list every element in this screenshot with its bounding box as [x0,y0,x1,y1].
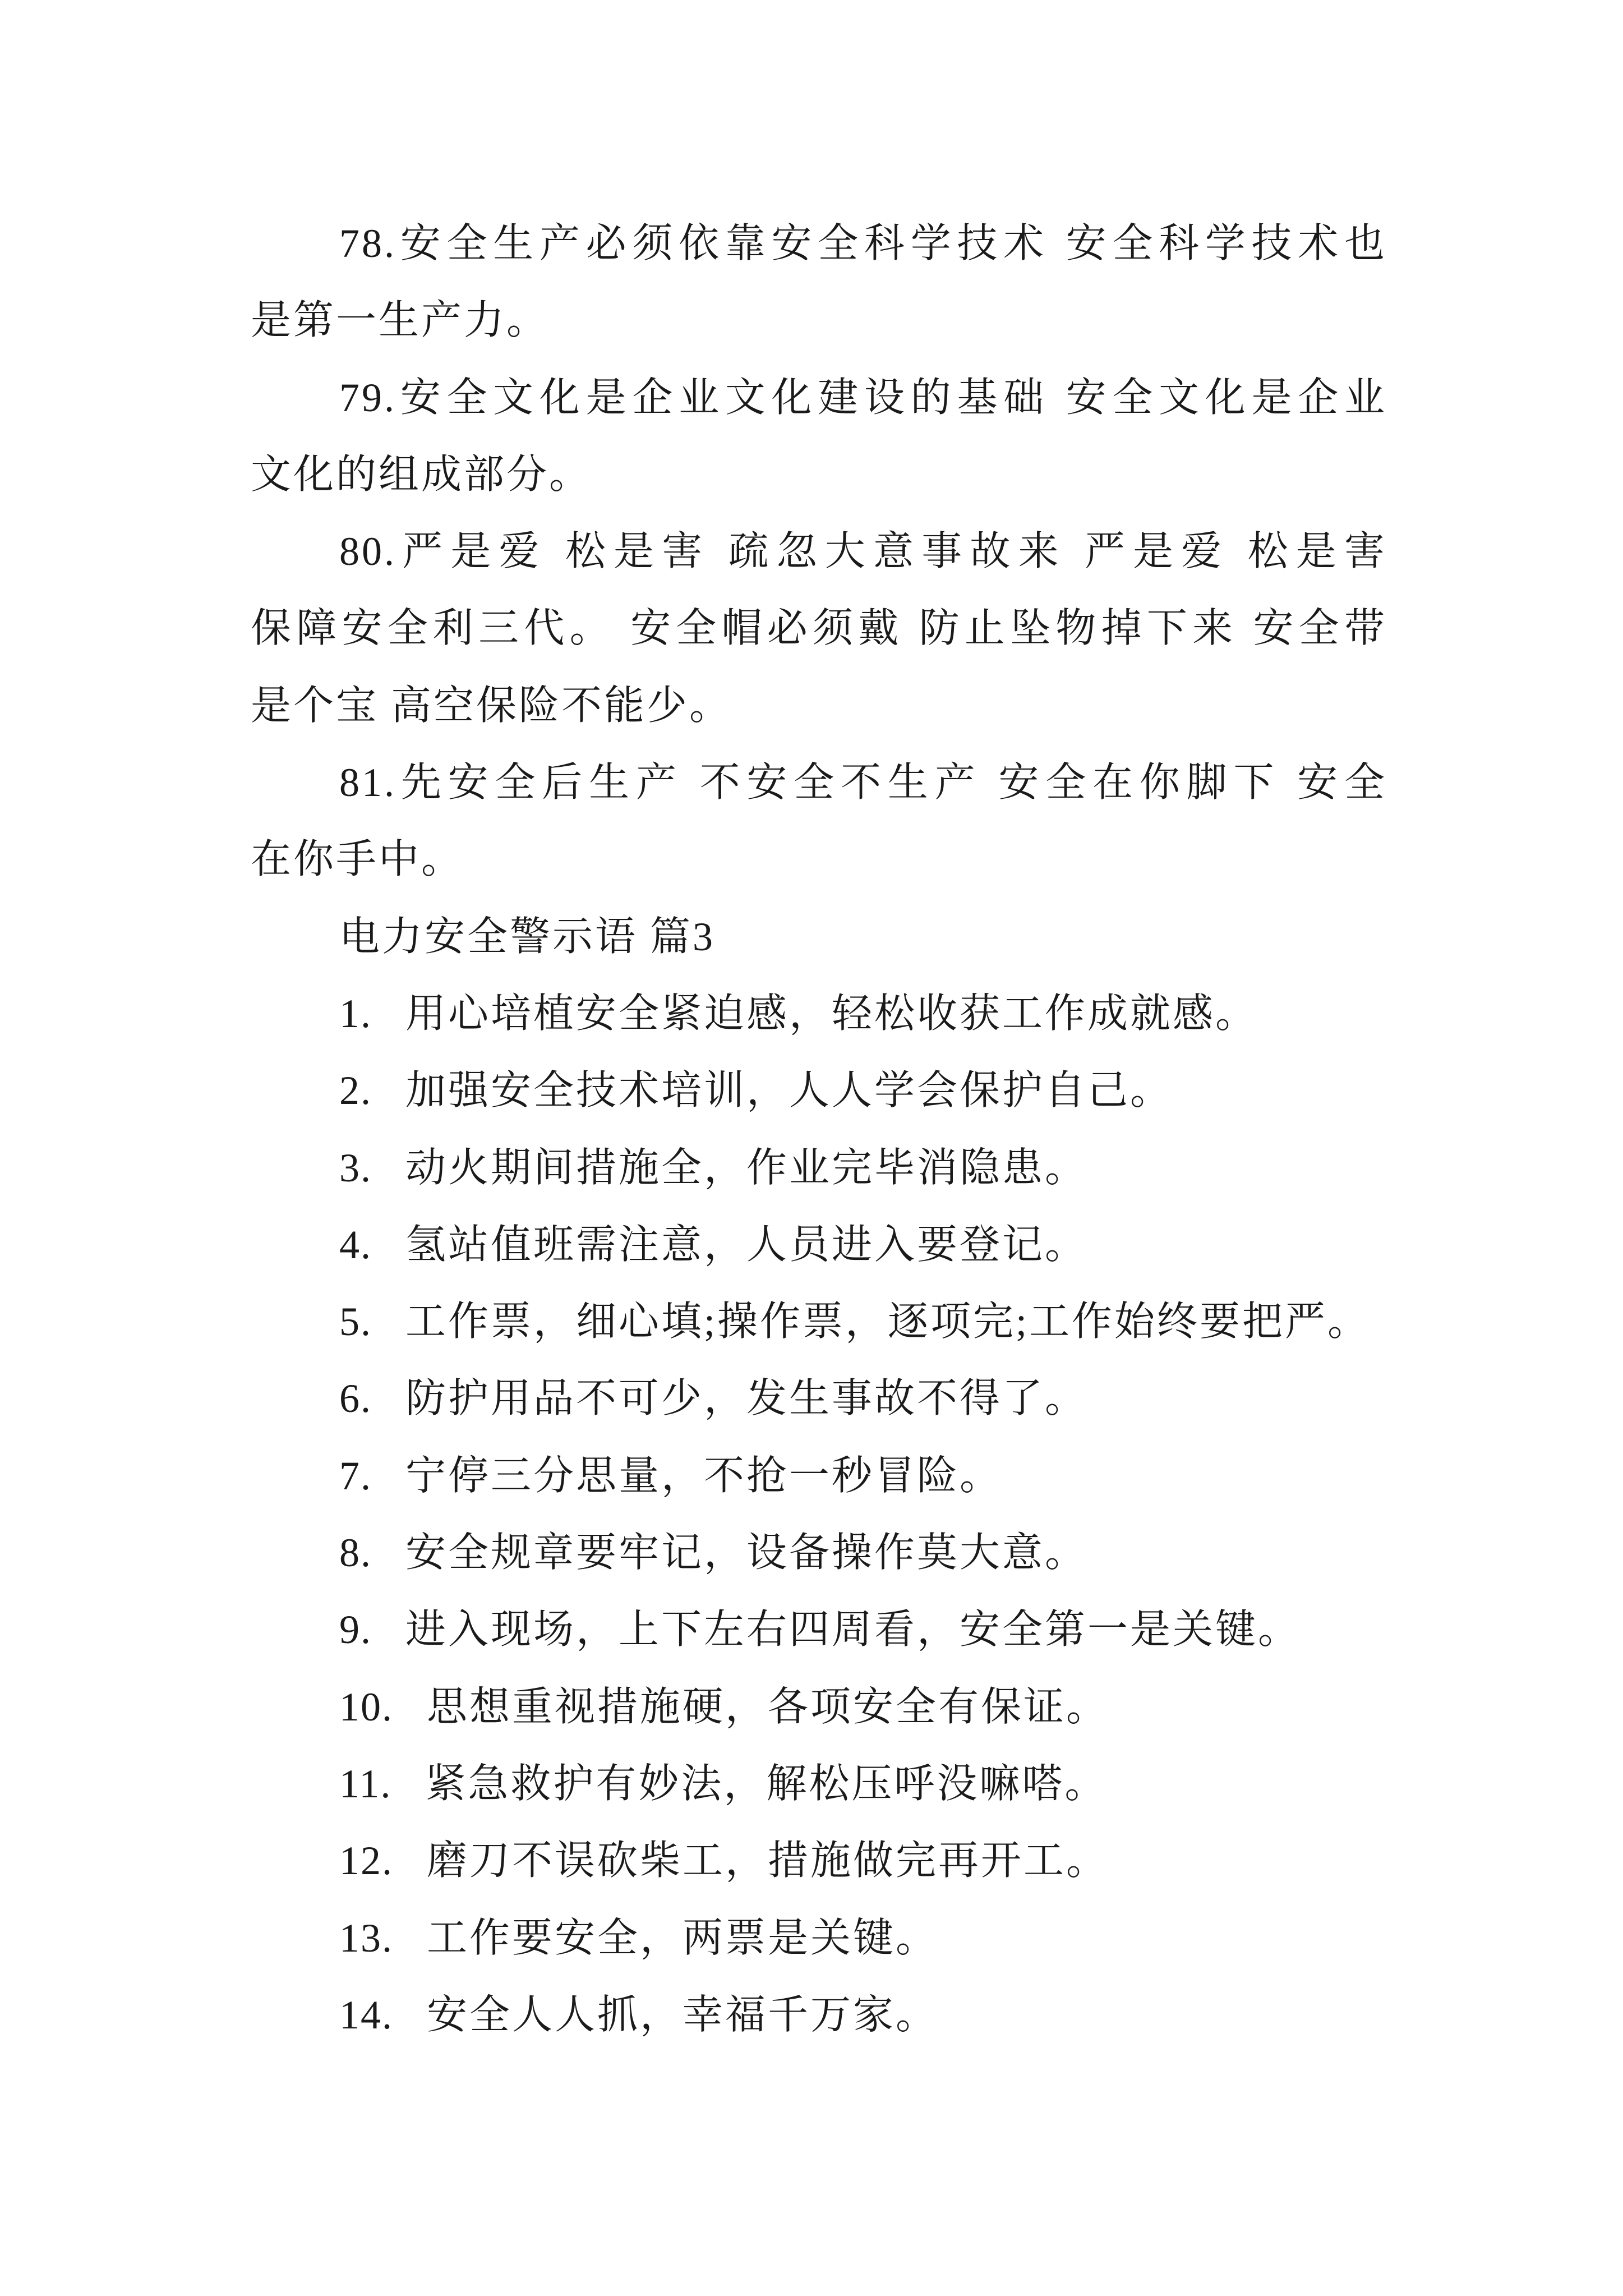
list-item-text: 进入现场，上下左右四周看，安全第一是关键。 [405,1607,1301,1653]
list-item-text: 紧急救护有妙法，解松压呼没嘛嗒。 [425,1761,1108,1806]
list-item-number: 12. [339,1838,393,1884]
list-item-text: 宁停三分思量，不抢一秒冒险。 [405,1453,1003,1498]
list-item-text: 加强安全技术培训，人人学会保护自己。 [405,1068,1173,1114]
paragraph-line: 在你手中。 [251,837,464,882]
list-item [251,1360,1387,1437]
list-item-number: 14. [339,1992,393,2037]
paragraph-line: 81.先安全后生产 不安全不生产 安全在你脚下 安全 [339,760,1387,806]
paragraph-78 [251,205,1387,360]
paragraph-81 [251,744,1387,899]
list-item [251,976,1387,1052]
list-item-text: 工作要安全，两票是关键。 [427,1915,939,1961]
list-item-number: 10. [339,1684,393,1729]
list-item-number: 1. [339,991,372,1036]
list-item-text: 防护用品不可少，发生事故不得了。 [405,1376,1088,1421]
paragraph-79 [251,360,1387,514]
paragraph-line: 是个宝 高空保险不能少。 [251,683,732,728]
list-item-number: 13. [339,1915,393,1961]
list-item-number: 9. [339,1607,372,1653]
list-item [251,1669,1387,1746]
list-item-number: 6. [339,1376,372,1421]
list-item [251,1130,1387,1207]
list-item [251,1438,1387,1515]
list-item-text: 氢站值班需注意，人员进入要登记。 [405,1222,1088,1267]
list-item-text: 磨刀不误砍柴工，措施做完再开工。 [427,1838,1109,1884]
paragraph-80 [251,513,1387,744]
list-item [251,1900,1387,1977]
list-item [251,1746,1387,1823]
list-item-text: 安全规章要牢记，设备操作莫大意。 [405,1530,1088,1576]
list-item-number: 3. [339,1145,372,1190]
list-item-text: 工作票，细心填;操作票，逐项完;工作始终要把严。 [405,1299,1371,1345]
list-item-number: 2. [339,1068,372,1114]
list-item [251,1823,1387,1899]
paragraph-line: 80.严是爱 松是害 疏忽大意事故来 严是爱 松是害 [339,529,1387,574]
slogan-list [251,976,1387,2054]
list-item [251,1515,1387,1591]
list-item-text: 用心培植安全紧迫感，轻松收获工作成就感。 [405,991,1258,1036]
paragraph-line: 保障安全利三代。 安全帽必须戴 防止坠物掉下来 安全带 [251,606,1387,651]
list-item-text: 思想重视措施硬，各项安全有保证。 [427,1684,1109,1729]
section-heading: 电力安全警示语 篇3 [339,914,716,959]
document-body [251,205,1387,2054]
list-item-text: 动火期间措施全，作业完毕消隐患。 [405,1145,1088,1190]
list-item-number: 4. [339,1222,372,1267]
paragraph-line: 79.安全文化是企业文化建设的基础 安全文化是企业 [339,375,1387,420]
paragraph-line: 文化的组成部分。 [251,452,592,497]
list-item-number: 7. [339,1453,372,1498]
paragraph-line: 是第一生产力。 [251,298,550,343]
list-item [251,1591,1387,1668]
list-item-text: 安全人人抓，幸福千万家。 [427,1992,939,2037]
paragraph-line: 78.安全生产必须依靠安全科学技术 安全科学技术也 [339,221,1387,266]
list-item-number: 11. [339,1761,392,1806]
list-item-number: 8. [339,1530,372,1576]
list-item [251,1052,1387,1129]
list-item-number: 5. [339,1299,372,1345]
list-item [251,1283,1387,1360]
list-item [251,1207,1387,1283]
list-item [251,1977,1387,2054]
